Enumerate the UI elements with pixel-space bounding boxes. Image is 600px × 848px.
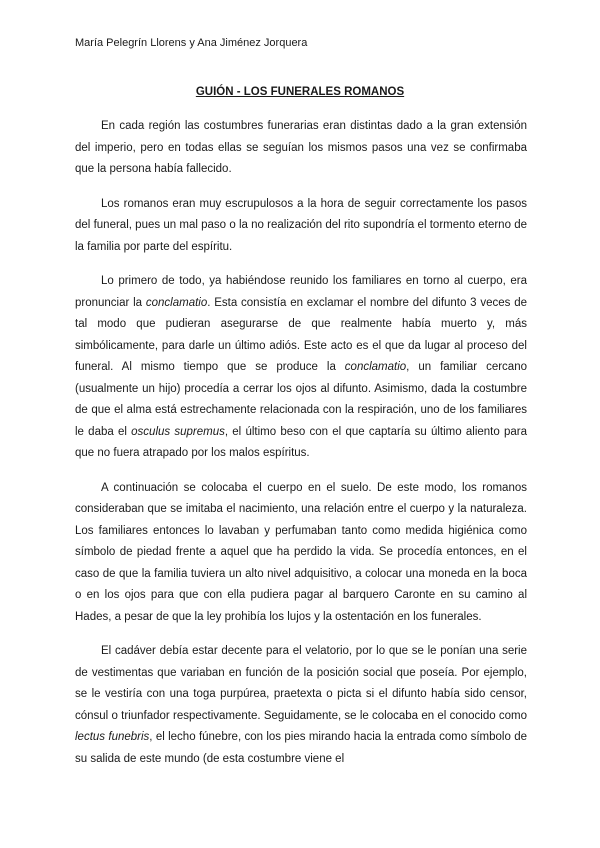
text-run: Lo primero de todo, ya habiéndose reunido los familiares en torno al cuerpo, era pronunciar la [75, 275, 527, 309]
paragraph-2: Los romanos eran muy escrupulosos a la hora de seguir correctamente los pasos del funeral, pues un mal paso o la no realización del rito supondría el tormento eterno de la familia por parte del espíritu. [75, 197, 527, 253]
paragraph-4: A continuación se colocaba el cuerpo en el suelo. De este modo, los romanos consideraban que se imitaba el nacimiento, una relación entre el cuerpo y la naturaleza. Los familiares entonces lo lavaban y perfumaban tanto como medida higiénica como símbolo de piedad frente a aquel que ha perdido la vida. Se procedía entonces, en el caso de que la familia tuviera un alto nivel adquisitivo, a colocar una moneda en la boca o en los ojos para que con ella pudiera pagar al barquero Caronte en su camino al Hades, a pesar de que la ley prohibía los lujos y la ostentación en los funerales. [75, 481, 527, 623]
text-run: . Esta consistía en exclamar el nombre del difunto 3 veces de tal modo que pudieran asegurarse de que realmente había muerto y, más simbólicamente, para darle un último adiós. Este acto es el que da lugar al proceso del funeral. Al mismo tiempo que se produce la [75, 296, 527, 373]
italic-term: conclamatio [344, 361, 407, 373]
italic-term: osculus supremus [131, 425, 225, 438]
paragraph-1: En cada región las costumbres funerarias eran distintas dado a la gran extensión del imperio, pero en todas ellas se seguían los mismos pasos una vez se confirmaba que la persona había fallecido. [75, 120, 527, 175]
text-run: , el lecho fúnebre, con los pies mirando hacia la entrada como símbolo de su salida de este mundo (de esta costumbre viene el [75, 731, 527, 765]
document-body [75, 116, 527, 783]
page-header-authors: María Pelegrín Llorens y Ana Jiménez Jorquera [75, 37, 308, 49]
paragraph-3 [75, 271, 527, 465]
text-run: , un familiar cercano (usualmente un hijo) procedía a cerrar los ojos al difunto. Asimismo, dada la costumbre de que el alma está estrechamente relacionada con la respiración, uno de los familiares le daba el [75, 361, 527, 438]
text-run: , el último beso con el que captaría su último aliento para que no fuera atrapado por los malos espíritus. [75, 425, 528, 459]
text-run: El cadáver debía estar decente para el velatorio, por lo que se le ponían una serie de vestimentas que variaban en función de la posición social que poseía. Por ejemplo, se le vestiría con una toga purpúrea, praetexta o picta si el difunto había sido censor, cónsul o triunfador respectivamente. Seguidamente, se le colocaba en el conocido como [75, 645, 527, 722]
document-title: GUIÓN - LOS FUNERALES ROMANOS [195, 86, 405, 98]
italic-term: conclamatio [145, 296, 208, 309]
paragraph-5 [75, 641, 527, 770]
italic-term: lectus funebris [75, 731, 150, 743]
